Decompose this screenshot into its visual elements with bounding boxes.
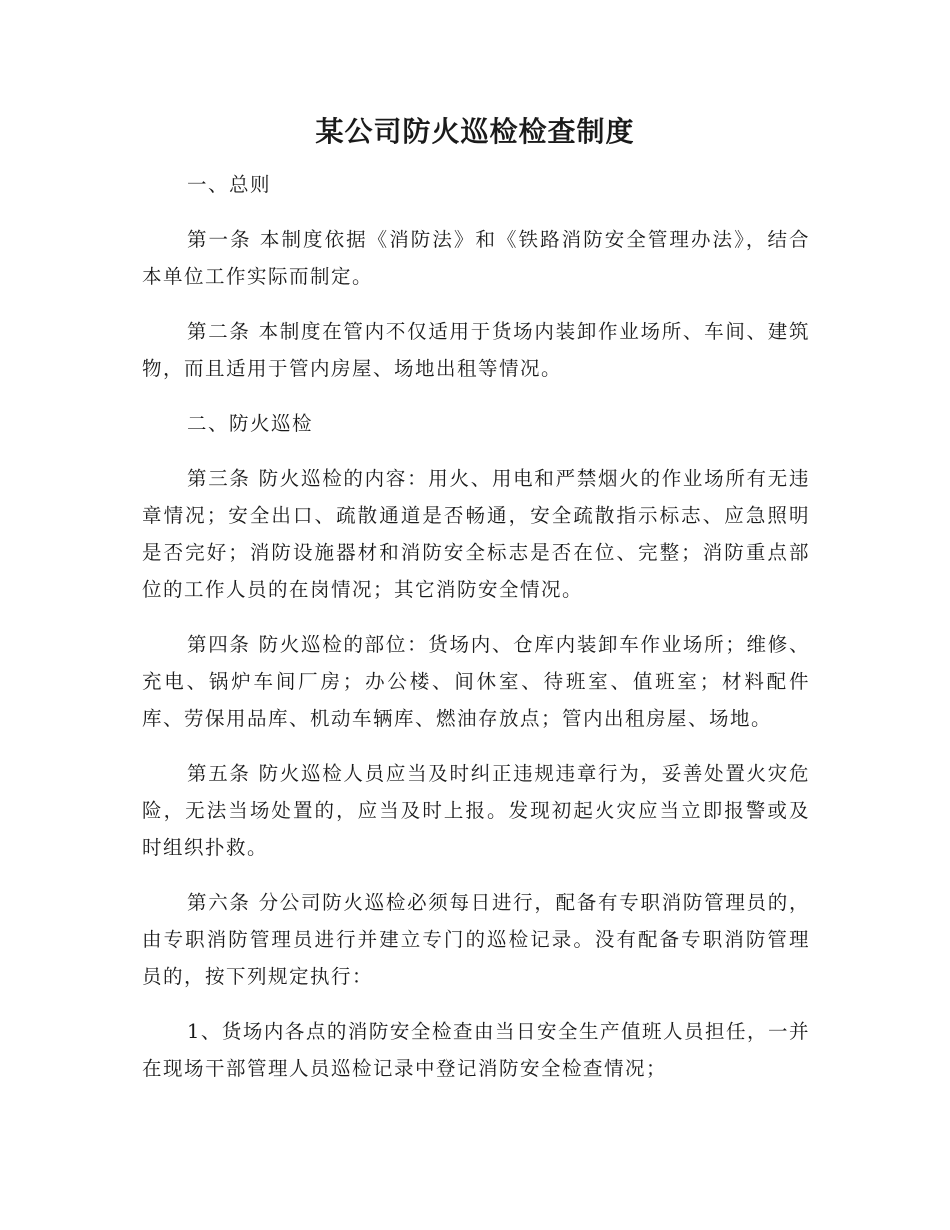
article-4: 第四条 防火巡检的部位：货场内、仓库内装卸车作业场所；维修、充电、锅炉车间厂房；办公楼、间休室、待班室、值班室；材料配件库、劳保用品库、机动车辆库、燃油存放点；管内出租房屋、场地。 <box>142 633 810 730</box>
article-1: 第一条 本制度依据《消防法》和《铁路消防安全管理办法》，结合本单位工作实际而制定。 <box>142 228 810 288</box>
article-2: 第二条 本制度在管内不仅适用于货场内装卸作业场所、车间、建筑物，而且适用于管内房屋、场地出租等情况。 <box>142 320 810 380</box>
article-6: 第六条 分公司防火巡检必须每日进行，配备有专职消防管理员的，由专职消防管理员进行并建立专门的巡检记录。没有配备专职消防管理员的，按下列规定执行： <box>142 891 810 988</box>
article-6-item-1: 1、货场内各点的消防安全检查由当日安全生产值班人员担任，一并在现场干部管理人员巡检记录中登记消防安全检查情况； <box>142 1020 810 1080</box>
section-heading-general: 一、总则 <box>187 173 272 196</box>
document-body <box>142 166 810 1105</box>
article-3: 第三条 防火巡检的内容：用火、用电和严禁烟火的作业场所有无违章情况；安全出口、疏散通道是否畅通，安全疏散指示标志、应急照明是否完好；消防设施器材和消防安全标志是否在位、完整；消防重点部位的工作人员的在岗情况；其它消防安全情况。 <box>142 467 810 601</box>
section-heading-fire-patrol: 二、防火巡检 <box>187 412 314 435</box>
document-title: 某公司防火巡检检查制度 <box>315 115 635 148</box>
article-5: 第五条 防火巡检人员应当及时纠正违规违章行为，妥善处置火灾危险，无法当场处置的，应当及时上报。发现初起火灾应当立即报警或及时组织扑救。 <box>142 762 810 859</box>
